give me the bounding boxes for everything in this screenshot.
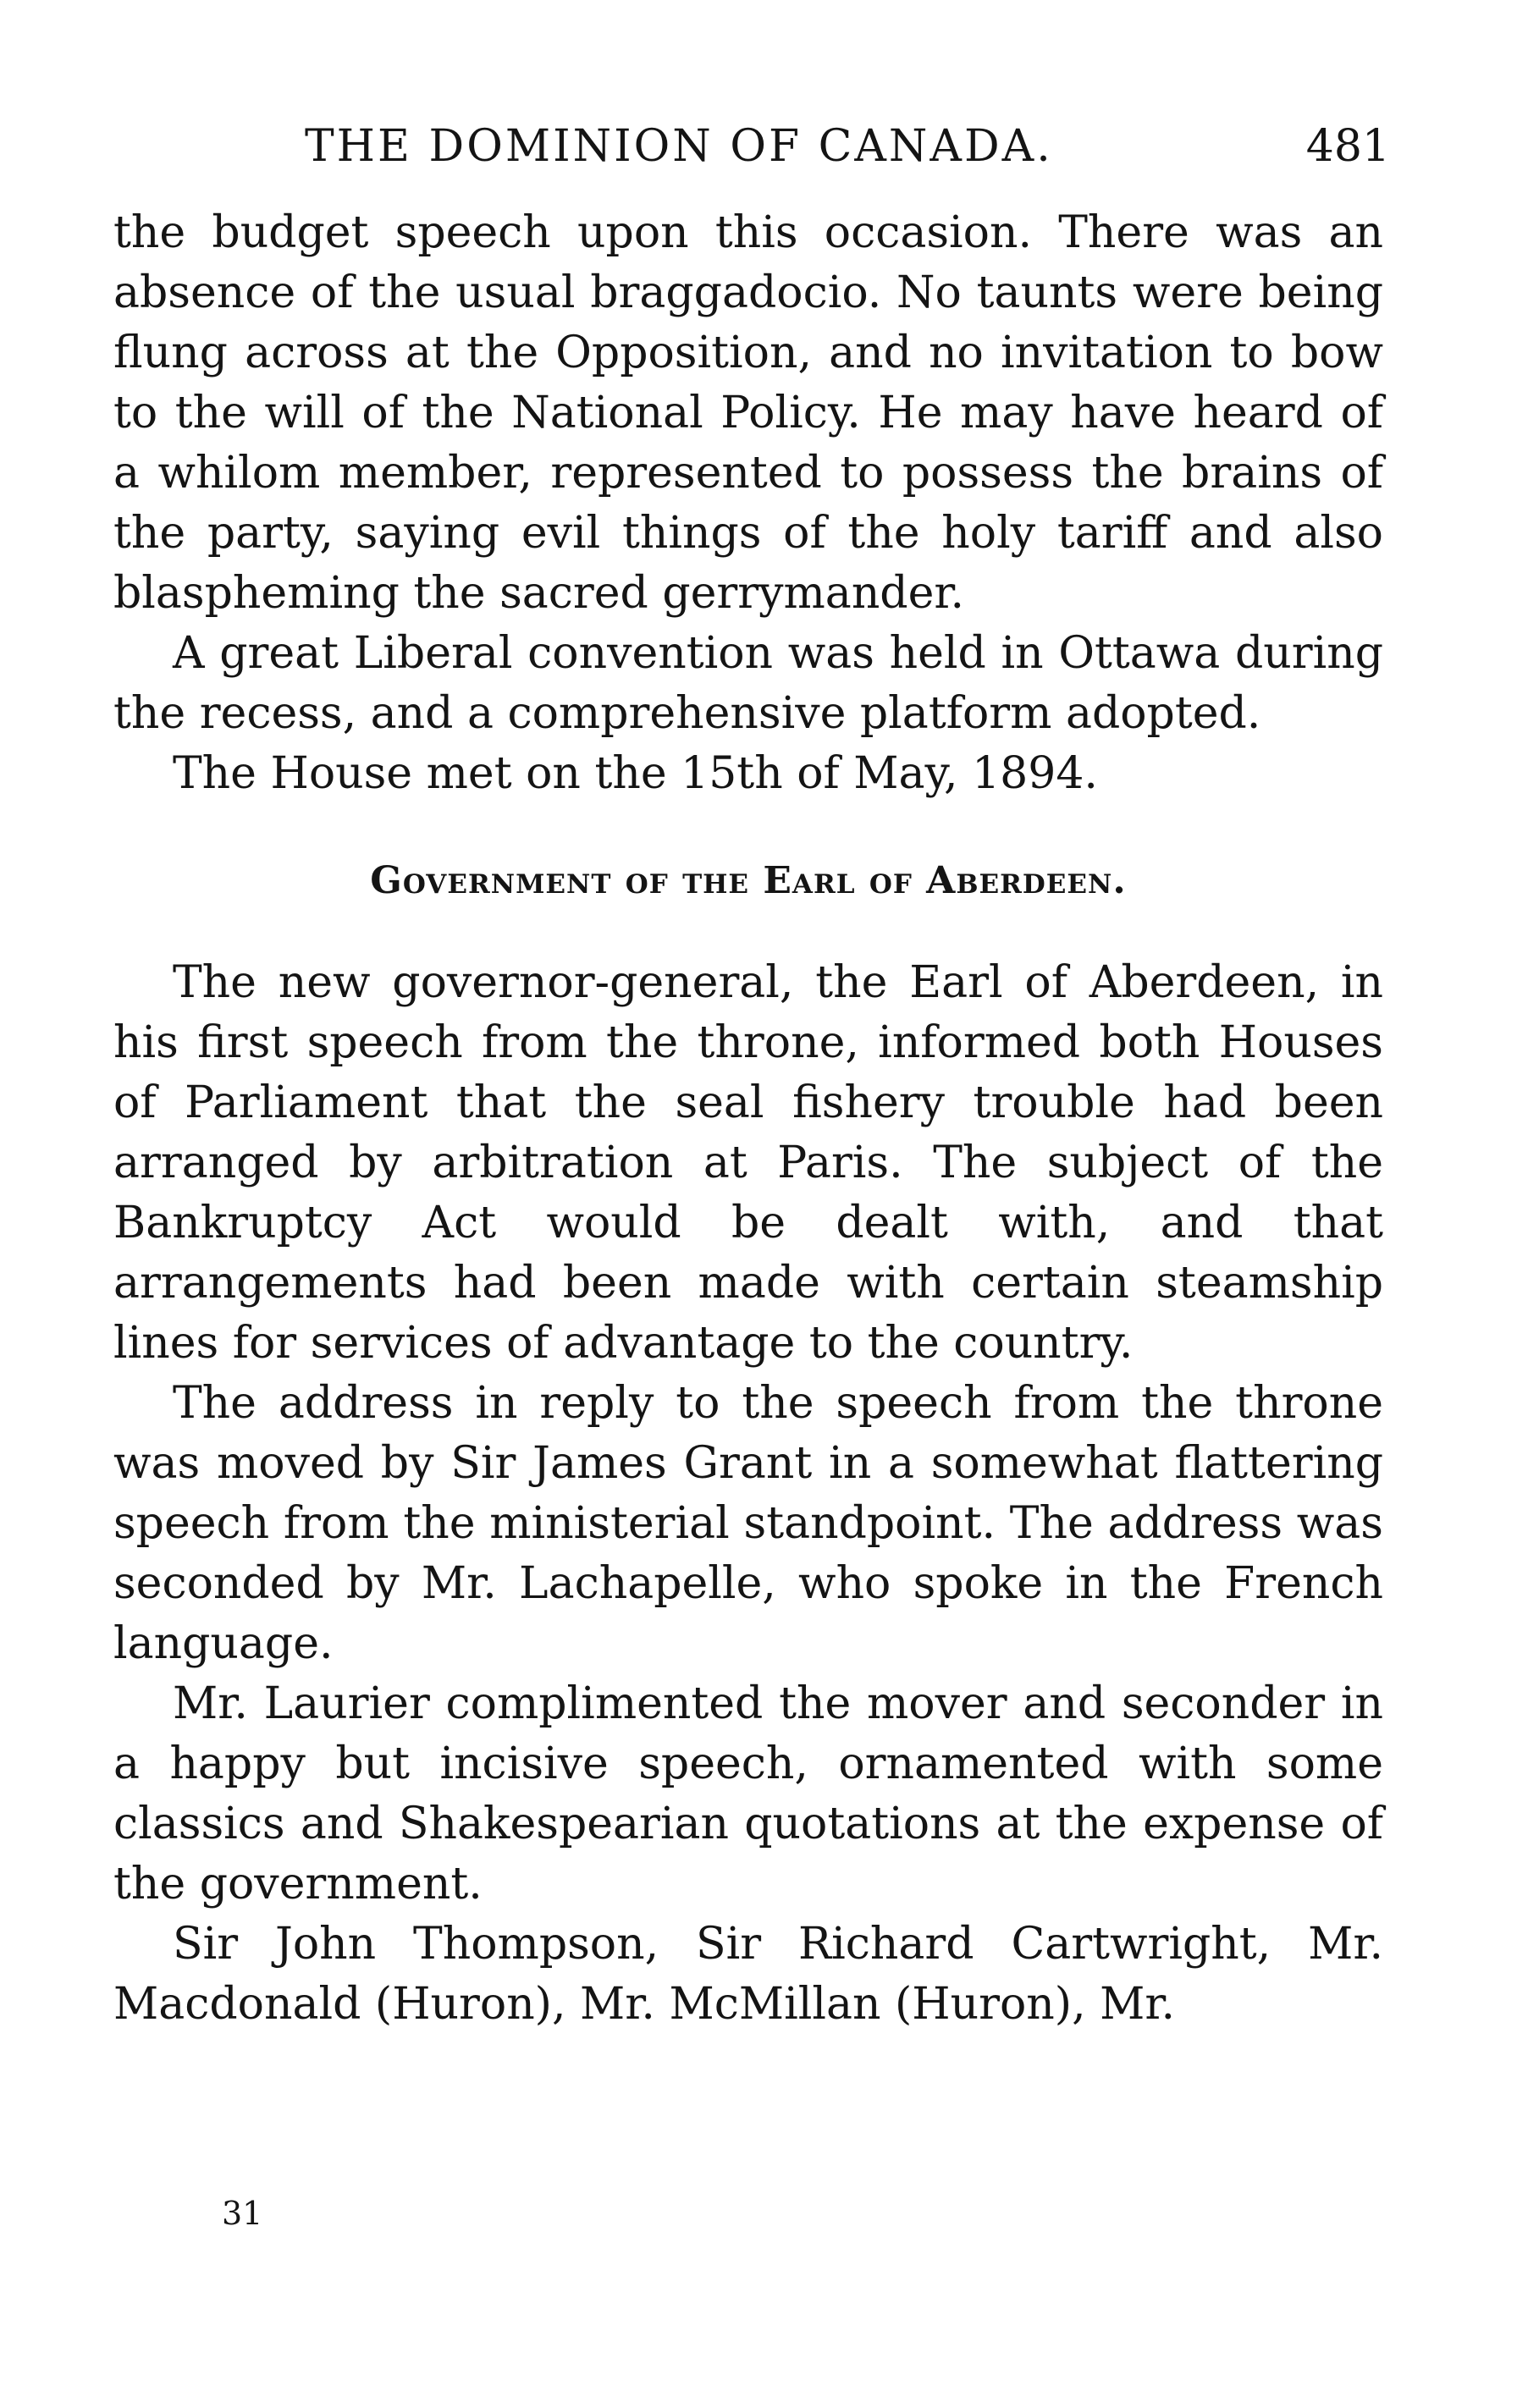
paragraph-house-met: The House met on the 15th of May, 1894. xyxy=(173,748,1098,799)
running-head xyxy=(305,117,1390,176)
running-title: THE DOMINION OF CANADA. xyxy=(305,121,1053,172)
paragraph-address-reply: The address in reply to the speech from the throne was moved by Sir James Grant in a somewhat flattering speech from the ministerial standpoint. The address was seconded by Mr. Lachapelle, who spoke in the French language. xyxy=(113,1378,1383,1669)
page-number: 481 xyxy=(1305,121,1390,172)
body-text xyxy=(113,203,1383,2035)
signature-mark: 31 xyxy=(222,2195,263,2232)
paragraph-governor-general: The new governor-general, the Earl of Aberdeen, in his first speech from the throne, informed both Houses of Parliament that the seal fishery trouble had been arranged by arbitration at Paris. The subject of the Bankruptcy Act would be dealt with, and that arrangements had been made with certain steamship lines for services of advantage to the country. xyxy=(113,957,1383,1369)
paragraph-thompson: Sir John Thompson, Sir Richard Cartwright, Mr. Macdonald (Huron), Mr. McMillan (Huron), Mr. xyxy=(113,1919,1383,2030)
paragraph-laurier: Mr. Laurier complimented the mover and seconder in a happy but incisive speech, ornamented with some classics and Shakespearian quotations at the expense of the government. xyxy=(113,1678,1383,1909)
paragraph-liberal-convention: A great Liberal convention was held in Ottawa during the recess, and a comprehensive platform adopted. xyxy=(113,628,1383,739)
section-heading: Government of the Earl of Aberdeen. xyxy=(370,859,1127,902)
paragraph-continued: the budget speech upon this occasion. There was an absence of the usual braggadocio. No taunts were being flung across at the Opposition, and no invitation to bow to the will of the National Policy. He may have heard of a whilom member, represented to possess the brains of the party, saying evil things of the holy tariff and also blaspheming the sacred gerrymander. xyxy=(113,207,1383,619)
